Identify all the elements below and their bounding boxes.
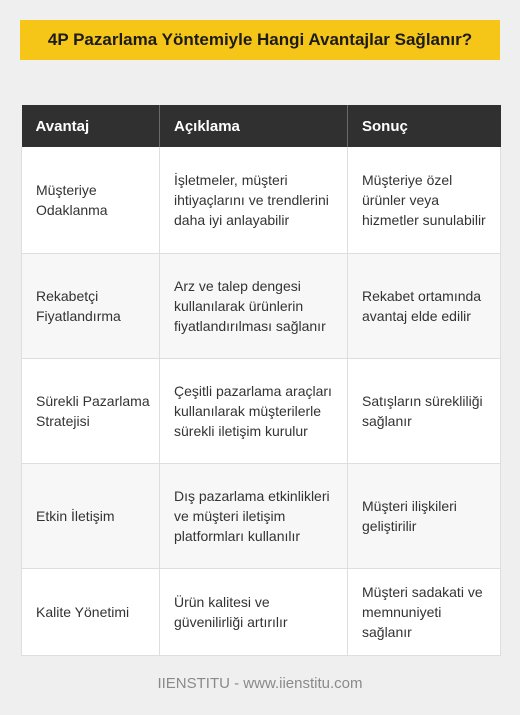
cell-sonuc: Müşteri sadakati ve memnuniyeti sağlanır — [348, 568, 501, 655]
cell-aciklama: Ürün kalitesi ve güvenilirliği artırılır — [160, 568, 348, 655]
cell-avantaj: Etkin İletişim — [22, 463, 160, 568]
cell-avantaj: Kalite Yönetimi — [22, 568, 160, 655]
cell-sonuc: Rekabet ortamında avantaj elde edilir — [348, 253, 501, 358]
cell-avantaj: Sürekli Pazarlama Stratejisi — [22, 358, 160, 463]
cell-sonuc: Müşteriye özel ürünler veya hizmetler sunulabilir — [348, 147, 501, 253]
cell-aciklama: Çeşitli pazarlama araçları kullanılarak müşterilerle sürekli iletişim kurulur — [160, 358, 348, 463]
page-title: 4P Pazarlama Yöntemiyle Hangi Avantajlar Sağlanır? — [47, 30, 473, 49]
cell-sonuc: Satışların sürekliliği sağlanır — [348, 358, 501, 463]
advantages-table-container — [21, 105, 500, 656]
title-banner — [20, 20, 500, 60]
table-row — [22, 358, 501, 463]
cell-aciklama: İşletmeler, müşteri ihtiyaçlarını ve trendlerini daha iyi anlayabilir — [160, 147, 348, 253]
advantages-table — [21, 105, 501, 656]
table-row — [22, 147, 501, 253]
column-header-aciklama: Açıklama — [160, 105, 348, 147]
cell-sonuc: Müşteri ilişkileri geliştirilir — [348, 463, 501, 568]
cell-avantaj: Rekabetçi Fiyatlandırma — [22, 253, 160, 358]
cell-aciklama: Arz ve talep dengesi kullanılarak ürünlerin fiyatlandırılması sağlanır — [160, 253, 348, 358]
column-header-sonuc: Sonuç — [348, 105, 501, 147]
table-row — [22, 463, 501, 568]
table-row — [22, 253, 501, 358]
cell-aciklama: Dış pazarlama etkinlikleri ve müşteri iletişim platformları kullanılır — [160, 463, 348, 568]
table-header-row — [22, 105, 501, 147]
cell-avantaj: Müşteriye Odaklanma — [22, 147, 160, 253]
table-row — [22, 568, 501, 655]
column-header-avantaj: Avantaj — [22, 105, 160, 147]
footer-credit: IIENSTITU - www.iienstitu.com — [157, 675, 363, 692]
